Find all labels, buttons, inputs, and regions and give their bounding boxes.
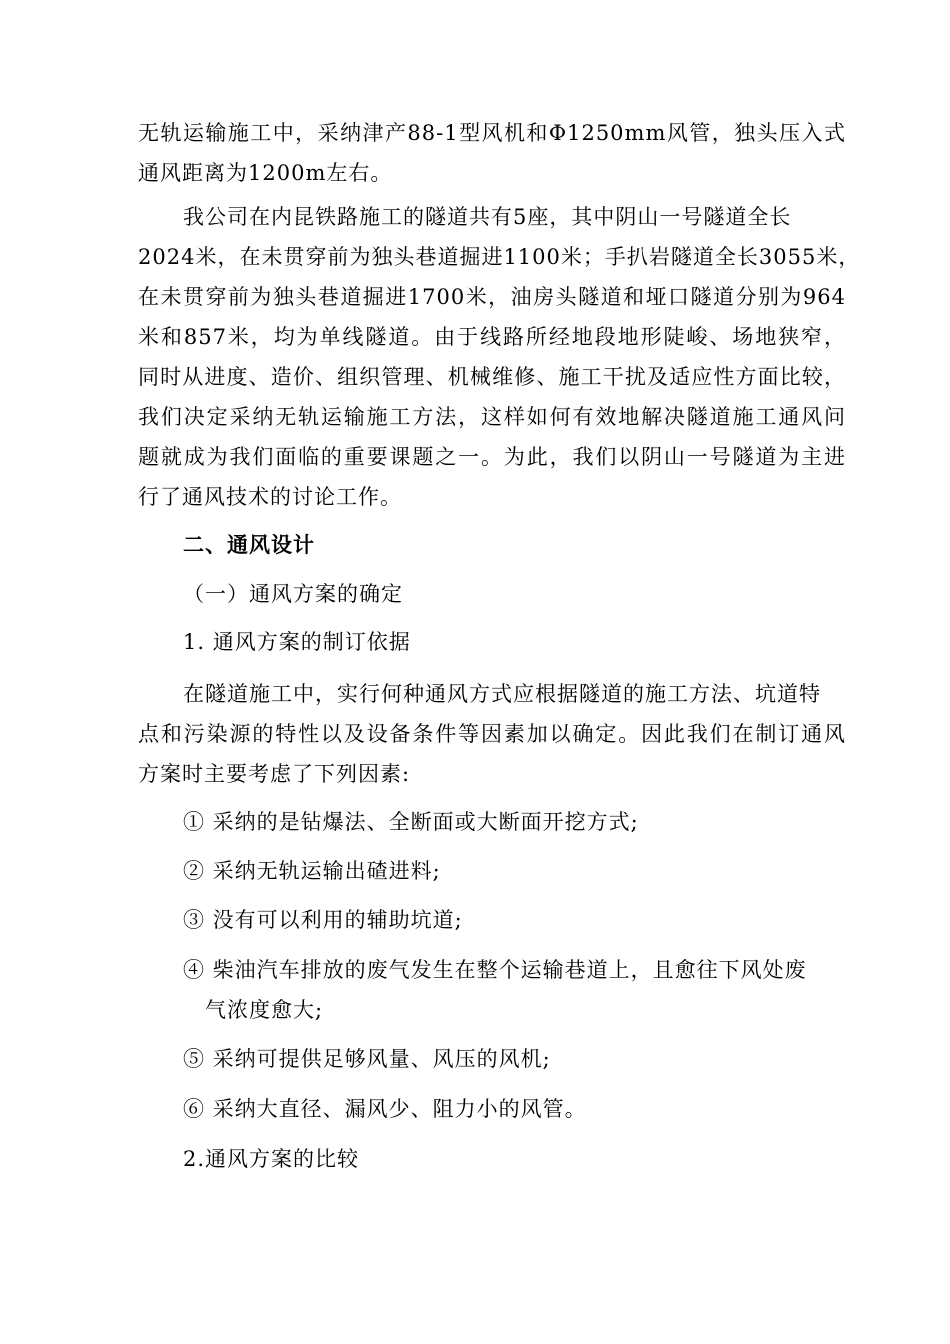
- paragraph-line: 2024米，在未贯穿前为独头巷道掘进1100米；手扒岩隧道全长3055米，: [138, 245, 861, 269]
- paragraph-line: 题就成为我们面临的重要课题之一。为此，我们以阴山一号隧道为主进: [138, 445, 846, 469]
- list-item: ⑥ 采纳大直径、漏风少、阻力小的风管。: [183, 1097, 587, 1121]
- numbered-heading: 1. 通风方案的制订依据: [183, 630, 411, 654]
- paragraph-line: 同时从进度、造价、组织管理、机械维修、施工干扰及适应性方面比较，: [138, 365, 846, 389]
- list-item: ⑤ 采纳可提供足够风量、风压的风机;: [183, 1047, 551, 1071]
- paragraph-line: 米和857米，均为单线隧道。由于线路所经地段地形陡峻、场地狭窄，: [138, 325, 846, 349]
- paragraph-line: 我公司在内昆铁路施工的隧道共有5座，其中阴山一号隧道全长: [183, 205, 792, 229]
- paragraph-line: 在未贯穿前为独头巷道掘进1700米，油房头隧道和垭口隧道分别为964: [138, 285, 846, 309]
- paragraph-line: 在隧道施工中，实行何种通风方式应根据隧道的施工方法、坑道特: [183, 682, 821, 706]
- paragraph-line: 无轨运输施工中，采纳津产88-1型风机和Φ1250mm风管，独头压入式: [138, 121, 846, 145]
- section-heading: 二、通风设计: [183, 533, 315, 557]
- paragraph-line: 我们决定采纳无轨运输施工方法，这样如何有效地解决隧道施工通风问: [138, 405, 846, 429]
- list-item: ① 采纳的是钻爆法、全断面或大断面开挖方式;: [183, 810, 639, 834]
- paragraph-line: 方案时主要考虑了下列因素:: [138, 762, 411, 786]
- paragraph-line: 通风距离为1200m左右。: [138, 161, 393, 185]
- numbered-heading: 2.通风方案的比较: [183, 1147, 360, 1171]
- paragraph-line: 点和污染源的特性以及设备条件等因素加以确定。因此我们在制订通风: [138, 722, 846, 746]
- paragraph-line: 行了通风技术的讨论工作。: [138, 485, 402, 509]
- list-item: ② 采纳无轨运输出碴进料;: [183, 859, 441, 883]
- list-item: ④ 柴油汽车排放的废气发生在整个运输巷道上，且愈往下风处废: [183, 958, 807, 982]
- list-item: ③ 没有可以利用的辅助坑道;: [183, 908, 463, 932]
- subsection-heading: （一）通风方案的确定: [183, 582, 403, 606]
- list-item-continuation: 气浓度愈大;: [205, 998, 324, 1022]
